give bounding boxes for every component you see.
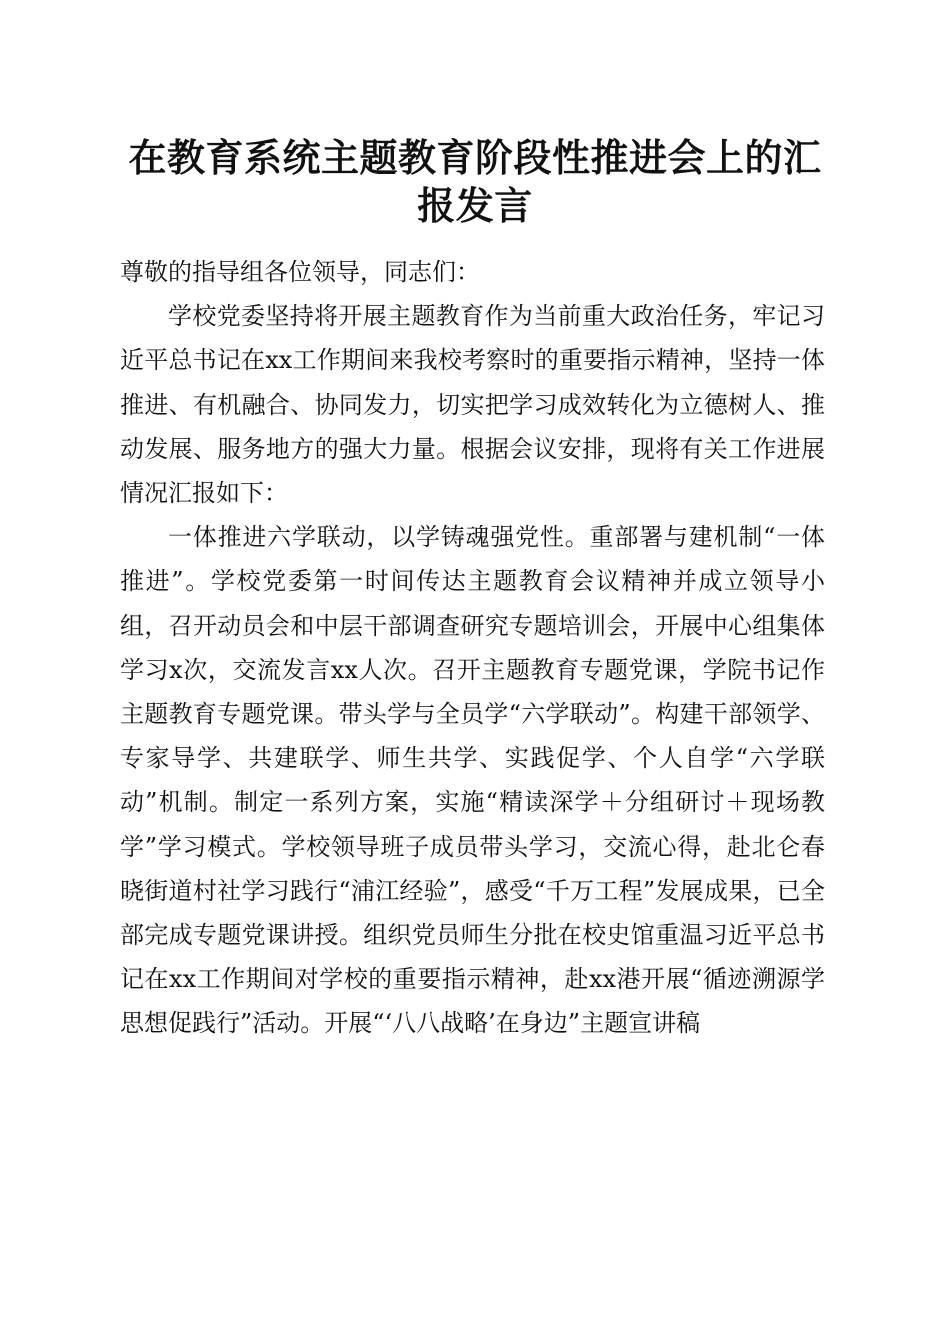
paragraph-intro: 学校党委坚持将开展主题教育作为当前重大政治任务，牢记习近平总书记在xx工作期间来我校考察时的重要指示精神，坚持一体推进、有机融合、协同发力，切实把学习成效转化为立德树人、推动发展、服务地方的强大力量。根据会议安排，现将有关工作进展情况汇报如下： <box>120 302 825 508</box>
paragraph-six-learning: 一体推进六学联动，以学铸魂强党性。重部署与建机制“一体推进”。学校党委第一时间传达主题教育会议精神并成立领导小组，召开动员会和中层干部调查研究专题培训会，开展中心组集体学习x次，交流发言xx人次。召开主题教育专题党课，学院书记作主题教育专题党课。带头学与全员学“六学联动”。构建干部领学、专家导学、共建联学、师生共学、实践促学、个人自学“六学联动”机制。制定一系列方案，实施“精读深学＋分组研讨＋现场教学”学习模式。学校领导班子成员带头学习，交流心得，赴北仑春晓街道村社学习践行“浦江经验”，感受“千万工程”发展成果，已全部完成专题党课讲授。组织党员师生分批在校史馆重温习近平总书记在xx工作期间对学校的重要指示精神，赴xx港开展“循迹溯源学思想促践行”活动。开展“‘八八战略’在身边”主题宣讲稿 <box>120 523 825 1038</box>
salutation: 尊敬的指导组各位领导，同志们： <box>120 258 480 286</box>
document-body <box>120 250 825 1046</box>
document-title: 在教育系统主题教育阶段性推进会上的汇报发言 <box>128 135 822 228</box>
